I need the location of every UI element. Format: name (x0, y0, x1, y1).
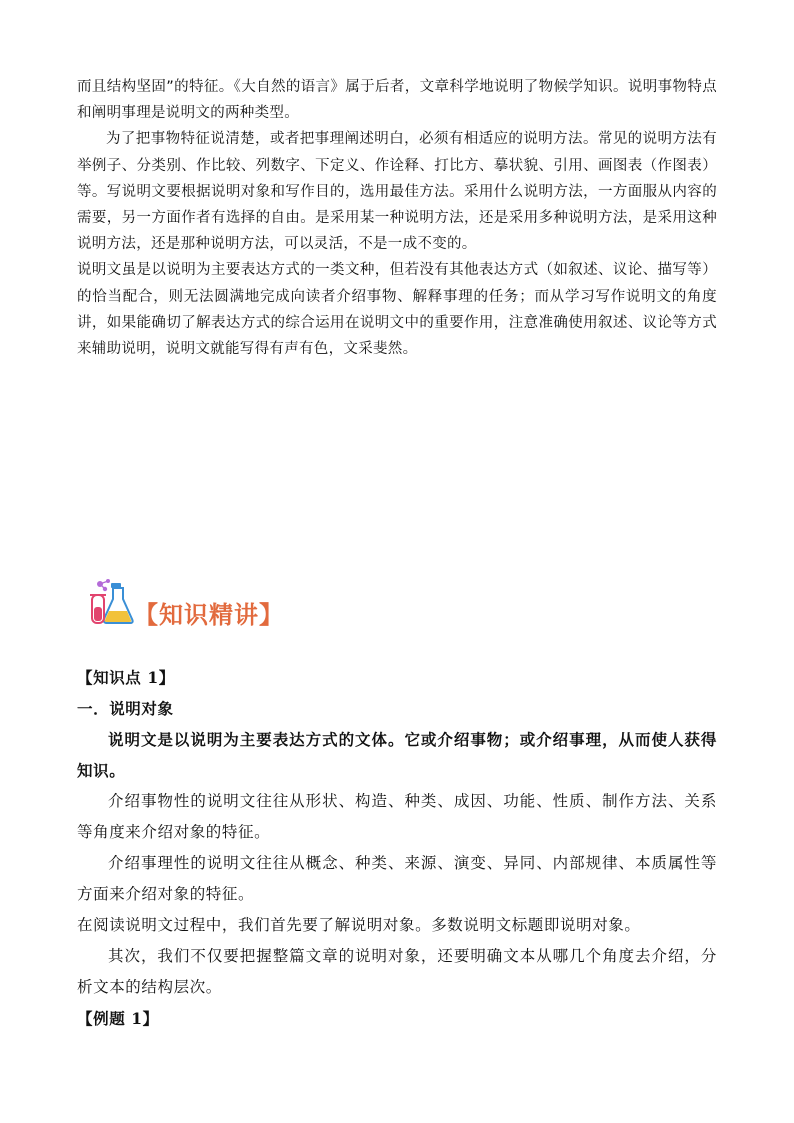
definition-paragraph: 说明文是以说明为主要表达方式的文体。它或介绍事物；或介绍事理，从而使人获得知识。 (77, 730, 717, 780)
example-label: 【例题 1】 (77, 1009, 159, 1028)
section-banner (88, 577, 308, 631)
section-banner-title: 【知识精讲】 (134, 601, 284, 629)
paragraph-expression: 说明文虽是以说明为主要表达方式的一类文种，但若没有其他表达方式（如叙述、议论、描写等）的恰当配合，则无法圆满地完成向读者介绍事物、解释事理的任务；而从学习写作说明文的角度讲，如果能确切了解表达方式的综合运用在说明文中的重要作用，注意准确使用叙述、议论等方式来辅助说明，说明文就能写得有声有色，文采斐然。 (77, 262, 717, 358)
reading-paragraph: 在阅读说明文过程中，我们首先要了解说明对象。多数说明文标题即说明对象。 (77, 916, 641, 934)
paragraph-methods: 为了把事物特征说清楚，或者把事理阐述明白，必须有相适应的说明方法。常见的说明方法有举例子、分类别、作比较、列数字、下定义、作诠释、打比方、摹状貌、引用、画图表（作图表）等。写说明文要根据说明对象和写作目的，选用最佳方法。采用什么说明方法，一方面服从内容的需要，另一方面作者有选择的自由。是采用某一种说明方法，还是采用多种说明方法，是采用这种说明方法，还是那种说明方法，可以灵活，不是一成不变的。 (77, 131, 717, 253)
section-title: 一．说明对象 (77, 699, 174, 718)
lab-flask-icon (88, 577, 140, 627)
principle-paragraph: 介绍事理性的说明文往往从概念、种类、来源、演变、异同、内部规律、本质属性等方面来介绍对象的特征。 (77, 854, 717, 903)
knowledge-point-label: 【知识点 1】 (77, 668, 175, 687)
knowledge-section (77, 662, 717, 1034)
intro-section (77, 74, 717, 362)
structure-paragraph: 其次，我们不仅要把握整篇文章的说明对象，还要明确文本从哪几个角度去介绍，分析文本的结构层次。 (77, 947, 717, 996)
paragraph-types: 而且结构坚固”的特征。《大自然的语言》属于后者，文章科学地说明了物候学知识。说明事物特点和阐明事理是说明文的两种类型。 (77, 79, 717, 122)
thing-paragraph: 介绍事物性的说明文往往从形状、构造、种类、成因、功能、性质、制作方法、关系等角度来介绍对象的特征。 (77, 792, 717, 841)
